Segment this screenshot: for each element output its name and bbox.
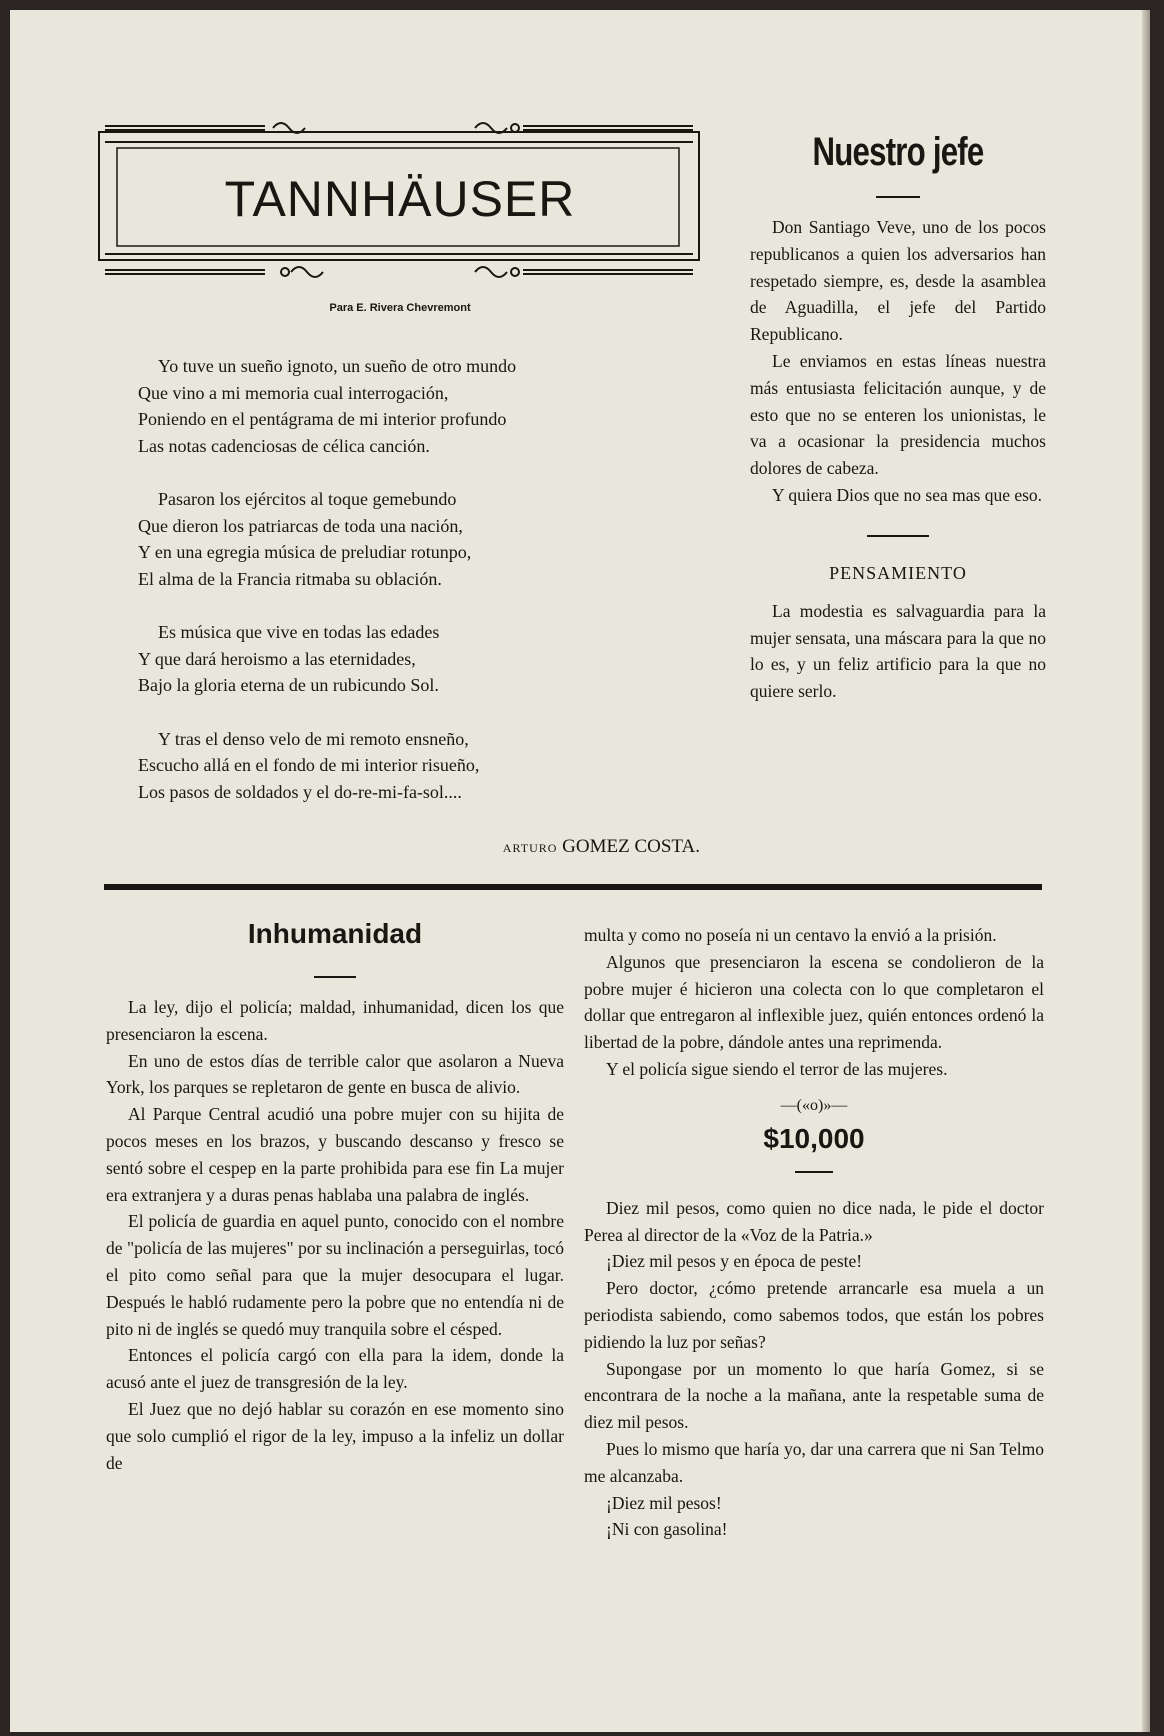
rule bbox=[867, 535, 929, 537]
paragraph: Diez mil pesos, como quien no dice nada, le pide el doctor Perea al director de la «Voz de la Patria.» bbox=[584, 1197, 1044, 1245]
page-edge bbox=[1142, 10, 1150, 1732]
paragraph: Le enviamos en estas líneas nuestra más entusiasta felicitación aunque, y de esto que no se enteren los unionistas, le va a ocasionar la presidencia muchos dolores de cabeza. bbox=[750, 350, 1046, 479]
paragraph: Y el policía sigue siendo el terror de las mujeres. bbox=[606, 1058, 948, 1079]
verse-line: Bajo la gloria eterna de un rubicundo Sol. bbox=[138, 675, 439, 695]
stanza bbox=[110, 619, 670, 699]
poem-author bbox=[390, 836, 700, 858]
verse-line: Que vino a mi memoria cual interrogación, bbox=[138, 382, 449, 403]
right-lower-column bbox=[584, 922, 1044, 1543]
poem bbox=[110, 353, 670, 832]
nuestro-jefe-column bbox=[750, 128, 1046, 705]
paragraph: La modestia es salvaguardia para la mujer sensata, una máscara para la que no lo es, y un feliz artificio para la que no quiere serlo. bbox=[750, 600, 1046, 702]
dedication: Para E. Rivera Chevremont bbox=[329, 302, 471, 314]
paragraph: Algunos que presenciaron la escena se condolieron de la pobre mujer é hicieron una colecta con lo que completaron el dollar que entregaron al inflexible juez, quién entonces ordenó la libertad de la pobre, dándole antes una reprimenda. bbox=[584, 951, 1044, 1053]
paragraph: Entonces el policía cargó con ella para la idem, donde la acusó ante el juez de transgresión de la ley. bbox=[106, 1345, 564, 1393]
inhumanidad-title: Inhumanidad bbox=[247, 918, 423, 949]
paragraph: Pero doctor, ¿cómo pretende arrancarle esa muela a un periodista sabiendo, como sabemos todos, que están los pobres pidiendo la luz por señas? bbox=[584, 1278, 1044, 1352]
paragraph: El policía de guardia en aquel punto, conocido con el nombre de "policía de las mujeres" por su inclinación a perseguirlas, tocó el pito como señal para que la mujer desocupara el lugar. Después le habló rudamente pero la pobre que no entendía ni de pito ni de inglés se quedó muy tranquila sobre el césped. bbox=[106, 1211, 564, 1339]
verse-line: Es música que vive en todas las edades bbox=[158, 622, 440, 642]
paragraph: Supongase por un momento lo que haría Gomez, si se encontrara de la noche a la mañana, ante la respetable suma de diez mil pesos. bbox=[584, 1358, 1044, 1433]
verse-line: Los pasos de soldados y el do-re-mi-fa-sol.... bbox=[138, 781, 462, 802]
verse-line: Poniendo en el pentágrama de mi interior profundo bbox=[138, 409, 507, 429]
paragraph: El Juez que no dejó hablar su corazón en ese momento sino que solo cumplió el rigor de la ley, impuso a la infeliz un dollar de bbox=[106, 1398, 564, 1473]
pensamiento-body bbox=[750, 598, 1046, 705]
paragraph: ¡Diez mil pesos y en época de peste! bbox=[606, 1251, 863, 1272]
pensamiento-title: PENSAMIENTO bbox=[829, 562, 967, 583]
diez-mil-title: $10,000 bbox=[763, 1122, 865, 1154]
verse-line: El alma de la Francia ritmaba su oblación. bbox=[138, 568, 442, 589]
rule bbox=[876, 196, 920, 198]
paragraph: Al Parque Central acudió una pobre mujer con su hijita de pocos meses en los brazos, y buscando descanso y fresco se sentó sobre el cespep en la parte prohibida para ese fin La mujer era extranjera y a duras penas hablaba una palabra de inglés. bbox=[106, 1104, 564, 1205]
verse-line: Yo tuve un sueño ignoto, un sueño de otro mundo bbox=[158, 356, 517, 376]
verse-line: Pasaron los ejércitos al toque gemebundo bbox=[158, 489, 457, 509]
nuestro-jefe-title: Nuestro jefe bbox=[812, 130, 984, 174]
paragraph: ¡Diez mil pesos! bbox=[606, 1492, 722, 1513]
tannhauser-title: TANNHÄUSER bbox=[224, 171, 576, 227]
newspaper-page bbox=[10, 10, 1150, 1732]
paragraph: multa y como no poseía ni un centavo la envió a la prisión. bbox=[584, 925, 997, 945]
author-prefix: ARTURO bbox=[502, 841, 558, 855]
author-name: GOMEZ COSTA. bbox=[562, 836, 700, 857]
verse-line: Que dieron los patriarcas de toda una nación, bbox=[138, 515, 463, 536]
verse-line: Y que dará heroismo a las eternidades, bbox=[138, 648, 416, 669]
inhumanidad-continuation bbox=[584, 922, 1044, 1083]
stanza bbox=[110, 726, 670, 806]
verse-line: Las notas cadenciosas de célica canción. bbox=[138, 435, 430, 456]
ornament-divider: —(«o)»— bbox=[780, 1096, 848, 1114]
paragraph: En uno de estos días de terrible calor que asolaron a Nueva York, los parques se repletaron de gente en busca de alivio. bbox=[106, 1050, 564, 1098]
nuestro-jefe-body bbox=[750, 214, 1046, 509]
paragraph: La ley, dijo el policía; maldad, inhumanidad, dicen los que presenciaron la escena. bbox=[106, 997, 564, 1044]
inhumanidad-body bbox=[106, 994, 564, 1476]
verse-line: Y tras el denso velo de mi remoto ensneño, bbox=[158, 728, 469, 749]
diez-mil-body bbox=[584, 1195, 1044, 1543]
paragraph: ¡Ni con gasolina! bbox=[606, 1519, 728, 1540]
rule bbox=[314, 976, 356, 978]
inhumanidad-column bbox=[106, 916, 564, 1476]
verse-line: Y en una egregia música de preludiar rotunpo, bbox=[138, 542, 472, 562]
verse-line: Escucho allá en el fondo de mi interior risueño, bbox=[138, 755, 480, 775]
paragraph: Y quiera Dios que no sea mas que eso. bbox=[772, 484, 1043, 505]
stanza bbox=[110, 486, 670, 592]
paragraph: Don Santiago Veve, uno de los pocos republicanos a quien los adversarios han respetado siempre, es, desde la asamblea de Aguadilla, el jefe del Partido Republicano. bbox=[750, 217, 1046, 345]
stanza bbox=[110, 353, 670, 459]
rule bbox=[795, 1171, 833, 1173]
paragraph: Pues lo mismo que haría yo, dar una carrera que ni San Telmo me alcanzaba. bbox=[584, 1438, 1044, 1486]
section-divider bbox=[104, 884, 1042, 890]
